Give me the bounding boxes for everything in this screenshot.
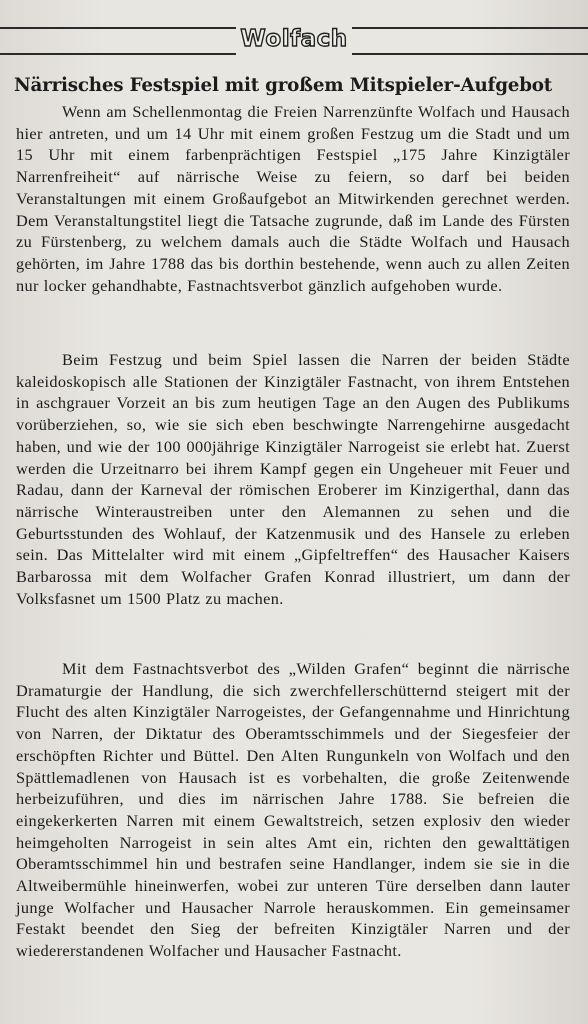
section-title: Wolfach <box>236 22 352 56</box>
article-paragraph: Mit dem Fastnachtsverbot des „Wilden Grafen“ beginnt die närrische Dramaturgie der Handlung, die sich zwerchfellerschütternd steigert mit der Flucht des alten Kinzigtäler Narrogeistes, der Gefangennahme und Hinrichtung von Narren, der Diktatur des Oberamtsschimmels und der Siegesfeier der erschöpften Richter und Büttel. Den Alten Rungunkeln von Wolfach und den Spättlemadlenen von Hausach ist es vorbehalten, die große Zeitenwende herbeizuführen, und dies im närrischen Jahre 1788. Sie befreien die eingekerkerten Narren mit einem Gewaltstreich, setzen explosiv den wieder heimgeholten Narrogeist in sein altes Amt ein, richten den gewalttätigen Oberamtsschimmel hin und bestrafen seine Handlanger, indem sie sie in die Altweibermühle hineinwerfen, wobei zur unteren Türe derselben dann lauter junge Wolfacher und Hausacher Narrole herauskommen. Ein gemeinsamer Festakt beendet den Sieg der befreiten Kinzigtäler Narren und der wiedererstandenen Wolfacher und Hausacher Fastnacht. <box>16 659 570 961</box>
article-headline: Närrisches Festspiel mit großem Mitspieler-Aufgebot <box>14 75 553 96</box>
article-paragraph: Wenn am Schellenmontag die Freien Narrenzünfte Wolfach und Hausach hier antreten, und um 14 Uhr mit einem großen Festzug um die Stadt und um 15 Uhr mit einem farbenprächtigen Festspiel „175 Jahre Kinzigtäler Narrenfreiheit“ auf närrische Weise zu feiern, so darf bei beiden Veranstaltungen mit einem Großaufgebot an Mitwirkenden gerechnet werden. Dem Veranstaltungstitel liegt die Tatsache zugrunde, daß im Lande des Fürsten zu Fürstenberg, zu welchem damals auch die Städte Wolfach und Hausach gehörten, im Jahre 1788 das bis dorthin bestehende, wenn auch zu allen Zeiten nur locker gehandhabte, Fastnachtsverbot gänzlich aufgehoben wurde. <box>16 102 570 295</box>
article-paragraph: Beim Festzug und beim Spiel lassen die Narren der beiden Städte kaleidoskopisch alle Stationen der Kinzigtäler Fastnacht, von ihrem Entstehen in aschgrauer Vorzeit an bis zum heutigen Tage an den Augen des Publikums vorüberziehen, so, wie sie sich eben beschwingte Narrengehirne ausgedacht haben, und wie der 100 000jährige Kinzigtäler Narrogeist sie erlebt hat. Zuerst werden die Urzeitnarro bei ihrem Kampf gegen ein Ungeheuer mit Feuer und Radau, dann der Karneval der römischen Eroberer im Kinzigerthal, dann das närrische Winteraustreiben unter den Alemannen zu sehen und die Geburtsstunden des Wohlauf, der Katzenmusik und des Hansele zu erleben sein. Das Mittelalter wird mit einem „Gipfeltreffen“ des Hausacher Kaisers Barbarossa mit dem Wolfacher Grafen Konrad illustriert, um dann der Volksfasnet um 1500 Platz zu machen. <box>16 350 570 608</box>
